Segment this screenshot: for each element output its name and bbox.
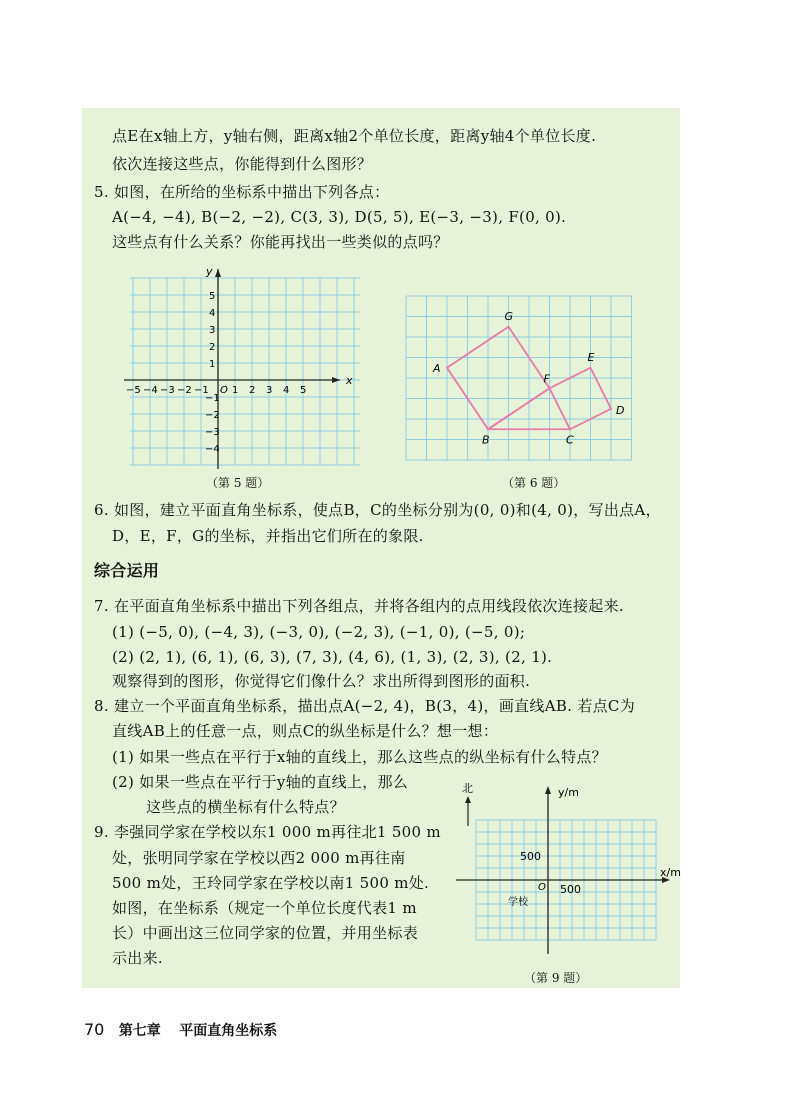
page-footer	[84, 1020, 291, 1040]
text-line: 这些点的横坐标有什么特点？	[146, 798, 345, 816]
fig5-coordinate-grid	[118, 265, 378, 475]
x-tick-label: 5	[300, 385, 307, 396]
origin-label: O	[538, 882, 546, 893]
school-label: 学校	[508, 897, 528, 908]
text-line: D，E，F，G的坐标，并指出它们所在的象限.	[112, 527, 424, 545]
fig6-caption: （第 6 题）	[502, 476, 566, 490]
x-tick-label: −1	[194, 385, 209, 396]
x-axis-label: x/m	[660, 866, 681, 879]
text-line: (1) (−5, 0), (−4, 3), (−3, 0), (−2, 3), (−1, 0), (−5, 0);	[112, 623, 526, 641]
y-tick-label: 500	[520, 850, 541, 863]
chapter-label: 第七章	[118, 1023, 161, 1039]
point-label-f: F	[543, 372, 550, 386]
x-tick-label: 4	[283, 385, 290, 396]
x-axis-label: x	[346, 374, 353, 387]
point-label-b: B	[482, 433, 490, 447]
text-line: 直线AB上的任意一点，则点C的纵坐标是什么？想一想：	[112, 722, 499, 740]
page-number: 70	[84, 1020, 105, 1039]
x-tick-label: −3	[160, 385, 175, 396]
x-tick-label: 3	[266, 385, 273, 396]
segment-bf	[488, 388, 550, 429]
text-line: 点E在x轴上方，y轴右侧，距离x轴2个单位长度，距离y轴4个单位长度.	[112, 127, 597, 145]
text-line: 500 m处，王玲同学家在学校以南1 500 m处.	[112, 874, 430, 892]
text-line: 示出来.	[112, 949, 163, 967]
y-tick-label: −1	[205, 393, 220, 404]
y-axis-arrow	[545, 786, 551, 794]
y-tick-label: −4	[205, 444, 220, 455]
y-tick-label: −2	[205, 410, 220, 421]
text-line: 这些点有什么关系？你能再找出一些类似的点吗？	[112, 233, 449, 251]
chapter-title: 平面直角坐标系	[179, 1023, 278, 1039]
text-line: 依次连接这些点，你能得到什么图形？	[112, 155, 373, 173]
x-axis-arrow	[332, 377, 340, 383]
point-label-a: A	[433, 361, 441, 375]
fig6-figure	[402, 292, 632, 462]
origin-label: O	[220, 385, 228, 396]
y-tick-label: 2	[209, 342, 216, 353]
question-6: 6. 如图，建立平面直角坐标系，使点B，C的坐标分别为(0, 0)和(4, 0)，写出点A，	[94, 501, 661, 519]
text-line: A(−4, −4), B(−2, −2), C(3, 3), D(5, 5), E(−3, −3), F(0, 0).	[112, 208, 567, 226]
y-axis-label: y/m	[558, 786, 579, 799]
x-tick-label: 2	[249, 385, 256, 396]
x-tick-label: −2	[177, 385, 192, 396]
y-axis-arrow	[215, 269, 221, 277]
question-7: 7. 在平面直角坐标系中描出下列各组点，并将各组内的点用线段依次连接起来.	[94, 597, 624, 615]
x-tick-label: 1	[232, 385, 239, 396]
question-5: 5. 如图，在所给的坐标系中描出下列各点：	[94, 183, 390, 201]
y-tick-label: 4	[209, 308, 216, 319]
x-tick-label: −5	[126, 385, 141, 396]
fig9-caption: （第 9 题）	[524, 971, 588, 985]
section-heading: 综合运用	[94, 561, 160, 580]
text-line: 长）中画出这三位同学家的位置，并用坐标表	[112, 924, 419, 942]
north-arrow-head	[465, 796, 471, 803]
y-tick-label: −3	[205, 427, 220, 438]
y-axis-label: y	[206, 265, 213, 278]
north-label: 北	[462, 782, 473, 795]
text-line: (2) 如果一些点在平行于y轴的直线上，那么	[112, 773, 409, 791]
y-tick-label: 5	[209, 291, 216, 302]
text-line: 如图，在坐标系（规定一个单位长度代表1 m	[112, 899, 417, 917]
x-tick-label: −4	[143, 385, 158, 396]
point-label-e: E	[587, 350, 595, 364]
point-label-c: C	[566, 433, 574, 447]
text-line: (2) (2, 1), (6, 1), (6, 3), (7, 3), (4, 6), (1, 3), (2, 3), (2, 1).	[112, 648, 553, 666]
y-tick-label: 3	[209, 325, 216, 336]
text-line: 观察得到的图形，你觉得它们像什么？求出所得到图形的面积.	[112, 672, 531, 690]
point-label-d: D	[616, 403, 625, 417]
text-line: (1) 如果一些点在平行于x轴的直线上，那么这些点的纵坐标有什么特点？	[112, 748, 607, 766]
question-8: 8. 建立一个平面直角坐标系，描出点A(−2, 4)，B(3，4)，画直线AB. 若点C为	[94, 697, 635, 715]
question-9: 9. 李强同学家在学校以东1 000 m再往北1 500 m	[94, 823, 441, 841]
x-tick-label: 500	[560, 883, 581, 896]
fig5-caption: （第 5 题）	[206, 476, 270, 490]
point-label-g: G	[504, 309, 514, 323]
text-line: 处，张明同学家在学校以西2 000 m再往南	[112, 849, 406, 867]
fig9-coordinate-grid	[452, 778, 681, 968]
y-tick-label: 1	[209, 359, 216, 370]
